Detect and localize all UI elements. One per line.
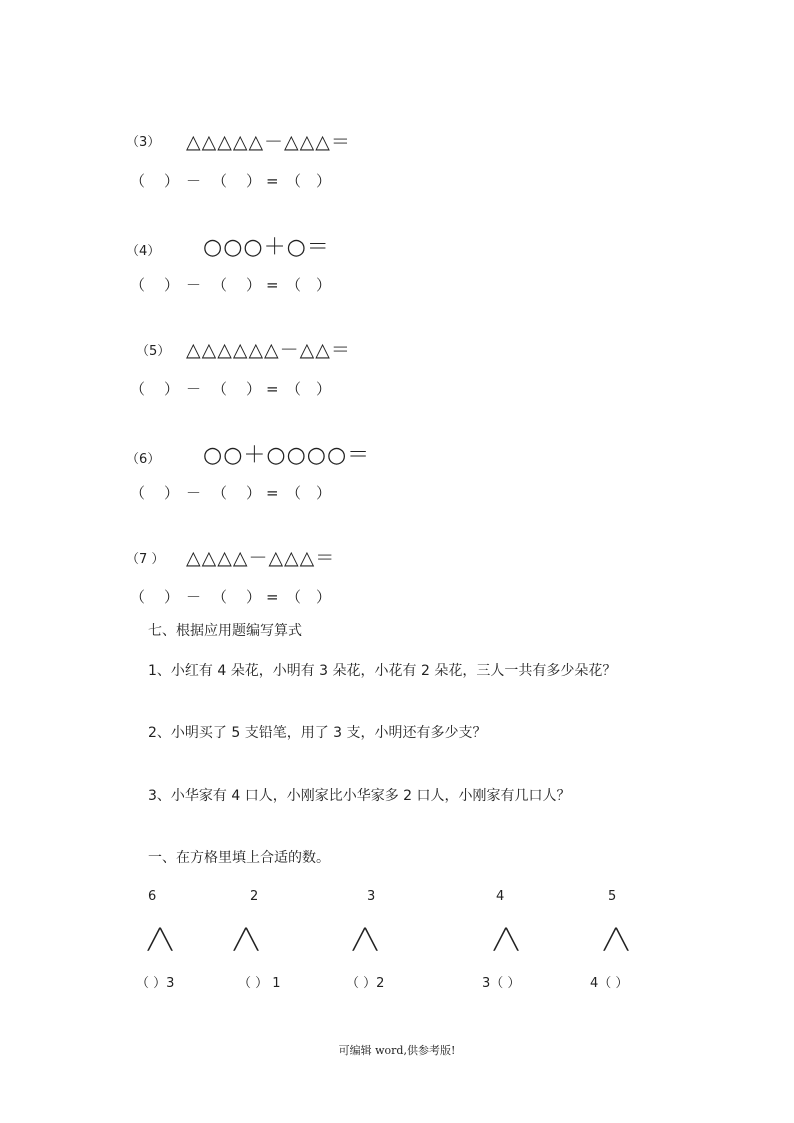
problem-label: （5） (136, 344, 171, 359)
answer-row: （ ） － （ ） = （ ） (130, 588, 332, 606)
answer-row: （ ） － （ ） = （ ） (130, 484, 332, 502)
word-problem: 1、小红有 4 朵花，小明有 3 朵花，小花有 2 朵花，三人一共有多少朵花？ (148, 663, 617, 679)
tree-branch-icon: ╱╲ (234, 927, 259, 951)
problem-label: （7 ） (126, 552, 165, 567)
shape-expression: △△△△△△－△△＝ (186, 339, 351, 361)
word-problem: 3、小华家有 4 口人，小刚家比小华家多 2 口人，小刚家有几口人？ (148, 788, 571, 804)
problem-label: （6） (126, 452, 161, 467)
tree-branch-icon: ╱╲ (494, 927, 519, 951)
section-heading: 七、根据应用题编写算式 (148, 623, 302, 639)
problem-label: （4） (126, 244, 161, 259)
shape-expression: ○○＋○○○○＝ (203, 443, 371, 468)
tree-bottom-row: 3（ ） (482, 976, 521, 991)
page-footer: 可编辑 word,供参考版! (338, 1044, 456, 1057)
tree-top-number: 2 (250, 889, 259, 904)
shape-expression: △△△△－△△△＝ (186, 547, 336, 569)
tree-branch-icon: ╱╲ (353, 927, 378, 951)
answer-row: （ ） － （ ） = （ ） (130, 276, 332, 294)
problem-label: （3） (126, 135, 161, 150)
shape-expression: ○○○＋○＝ (203, 235, 330, 260)
tree-bottom-row: （ ） 1 (238, 976, 281, 991)
tree-top-number: 3 (367, 889, 376, 904)
word-problem: 2、小明买了 5 支铅笔，用了 3 支，小明还有多少支？ (148, 725, 487, 741)
tree-branch-icon: ╱╲ (604, 927, 629, 951)
tree-top-number: 6 (148, 889, 157, 904)
answer-row: （ ） － （ ） = （ ） (130, 172, 332, 190)
tree-bottom-row: （ ）2 (346, 976, 385, 991)
section-heading: 一、在方格里填上合适的数。 (148, 850, 330, 866)
tree-top-number: 5 (608, 889, 617, 904)
shape-expression: △△△△△－△△△＝ (186, 131, 351, 153)
tree-bottom-row: 4（ ） (590, 976, 629, 991)
tree-bottom-row: （ ）3 (136, 976, 175, 991)
tree-branch-icon: ╱╲ (148, 927, 173, 951)
answer-row: （ ） － （ ） = （ ） (130, 380, 332, 398)
tree-top-number: 4 (496, 889, 505, 904)
